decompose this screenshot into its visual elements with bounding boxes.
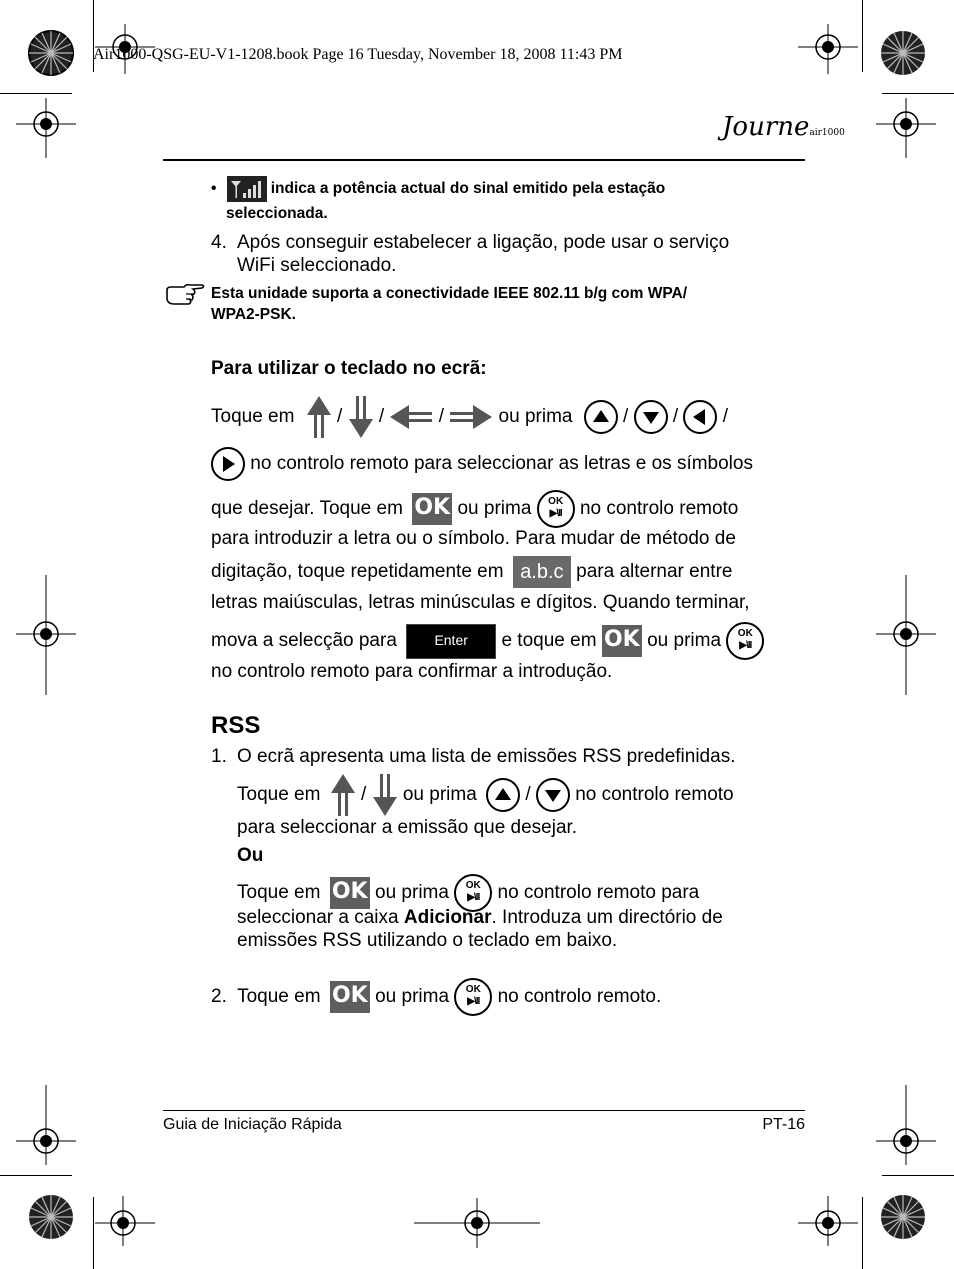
right-arrow-icon [449,404,493,430]
print-header: Air1000-QSG-EU-V1-1208.book Page 16 Tuesday, November 18, 2008 11:43 PM [93,46,623,63]
keyboard-line-1 [211,395,728,455]
text: para alternar entre [576,561,733,583]
crop-mark [862,0,863,72]
ok-text: OK [737,628,753,639]
signal-strength-icon [227,176,267,202]
starburst-mark-icon [880,30,926,76]
remote-right-button-icon [211,447,245,481]
crop-mark [0,1175,72,1176]
crop-mark [0,93,72,94]
text: ou prima [498,406,573,428]
separator: / [337,406,343,428]
text: . Introduza um directório de [491,907,723,928]
step-number: 2. [211,986,227,1008]
step-text: O ecrã apresenta uma lista de emissões RSS predefinidas. [237,746,736,767]
text: seleccionar a caixa [237,907,399,928]
separator: / [623,406,629,428]
registration-mark-icon [95,1196,155,1246]
crop-mark [93,1197,94,1269]
remote-left-button-icon [683,400,717,434]
text: no controlo remoto para [497,882,700,904]
or-label: Ou [237,845,264,866]
note-hand-icon [164,282,206,308]
bullet-text: indica a potência actual do sinal emitido pela estação [270,180,666,198]
play-pause-text: ▶\II [467,996,480,1007]
keyboard-line-2 [211,447,753,481]
registration-mark-icon [876,575,936,695]
ok-label: OK [331,983,368,1008]
header-rule [163,159,805,161]
logo-text: Journe [722,112,810,142]
step-text: Após conseguir estabelecer a ligação, pode usar o serviço [237,232,730,253]
enter-button-icon: Enter [406,624,496,659]
separator: / [722,406,728,428]
text: Toque em [237,986,321,1008]
step-text: WiFi seleccionado. [237,255,397,276]
ok-button-icon [412,493,452,525]
bullet-item [211,176,811,202]
step-number: 4. [211,232,227,253]
section-heading: Para utilizar o teclado no ecrã: [211,358,487,379]
bullet-text-continued: seleccionada. [226,205,328,222]
page-number: PT-16 [762,1116,805,1133]
text: ou prima [375,986,450,1008]
input-method-button-icon: a.b.c [513,556,571,588]
crop-mark [882,93,954,94]
text: ou prima [457,498,532,520]
step-number: 1. [211,746,227,767]
registration-mark-icon [798,1196,858,1246]
text: emissões RSS utilizando o teclado em baixo. [237,930,618,951]
up-arrow-icon [330,773,356,817]
text: no controlo remoto para confirmar a introdução. [211,661,613,682]
play-pause-text: ▶\II [739,640,752,651]
ok-label: OK [603,627,640,652]
text: que desejar. Toque em [211,498,403,520]
registration-mark-icon [16,575,76,695]
separator: / [378,406,385,428]
rss-line-5 [237,906,723,929]
registration-mark-icon [414,1198,540,1248]
remote-ok-play-pause-icon [726,622,764,660]
keyboard-line-7 [211,622,764,660]
text: ou prima [375,882,449,904]
registration-mark-icon [798,24,858,74]
note-text: Esta unidade suporta a conectividade IEEE 802.11 b/g com WPA/ [211,285,688,302]
footer-rule [163,1110,805,1111]
text: no controlo remoto. [497,986,662,1008]
registration-mark-icon [876,1085,936,1165]
keyboard-line-5 [211,556,732,588]
rss-step-2 [211,978,661,1016]
note-text: WPA2-PSK. [211,306,296,323]
text: no controlo remoto para seleccionar as letras e os símbolos [250,453,753,475]
down-arrow-icon [372,773,398,817]
separator: / [438,406,444,428]
text: digitação, toque repetidamente em [211,561,504,583]
registration-mark-icon [876,98,936,158]
remote-up-button-icon [584,400,618,434]
starburst-mark-icon [28,30,74,76]
ok-label: OK [331,879,368,904]
remote-down-button-icon [536,778,570,812]
registration-mark-icon [16,1085,76,1165]
separator: / [672,406,679,428]
text: ou prima [402,784,477,806]
text: letras maiúsculas, letras minúsculas e dígitos. Quando terminar, [211,592,750,613]
ok-button-icon [330,981,370,1013]
play-pause-text: ▶\II [467,892,480,903]
ok-button-icon [330,877,370,909]
text: ou prima [647,630,722,652]
starburst-mark-icon [28,1194,74,1240]
ok-text: OK [548,496,564,507]
down-arrow-icon [348,395,374,439]
ok-text: OK [465,880,481,891]
footer-title: Guia de Iniciação Rápida [163,1116,342,1133]
ok-button-icon [602,625,642,657]
text: para seleccionar a emissão que desejar. [237,817,578,838]
ok-label: OK [414,495,451,520]
logo-subtext: air1000 [809,128,845,138]
text: Toque em [237,882,321,904]
separator: / [361,784,367,806]
section-heading: RSS [211,712,261,739]
text: para introduzir a letra ou o símbolo. Para mudar de método de [211,528,736,549]
journe-logo [722,112,845,142]
registration-mark-icon [16,98,76,158]
text: mova a selecção para [211,630,397,652]
text: e toque em [501,630,597,652]
crop-mark [862,1197,863,1269]
text: no controlo remoto [575,784,734,806]
starburst-mark-icon [880,1194,926,1240]
bullet-symbol: • [211,180,217,198]
text: no controlo remoto [579,498,739,520]
text: Toque em [211,406,295,428]
remote-up-button-icon [486,778,520,812]
remote-ok-play-pause-icon [454,978,492,1016]
left-arrow-icon [389,404,433,430]
keyboard-line-3 [211,490,738,528]
remote-down-button-icon [634,400,668,434]
text: Toque em [237,784,321,806]
add-label: Adicionar [403,907,492,928]
separator: / [525,784,531,806]
ok-text: OK [465,984,481,995]
remote-ok-play-pause-icon [537,490,575,528]
crop-mark [882,1175,954,1176]
rss-line-2 [237,773,734,817]
play-pause-text: ▶\II [549,508,562,519]
up-arrow-icon [306,395,332,439]
